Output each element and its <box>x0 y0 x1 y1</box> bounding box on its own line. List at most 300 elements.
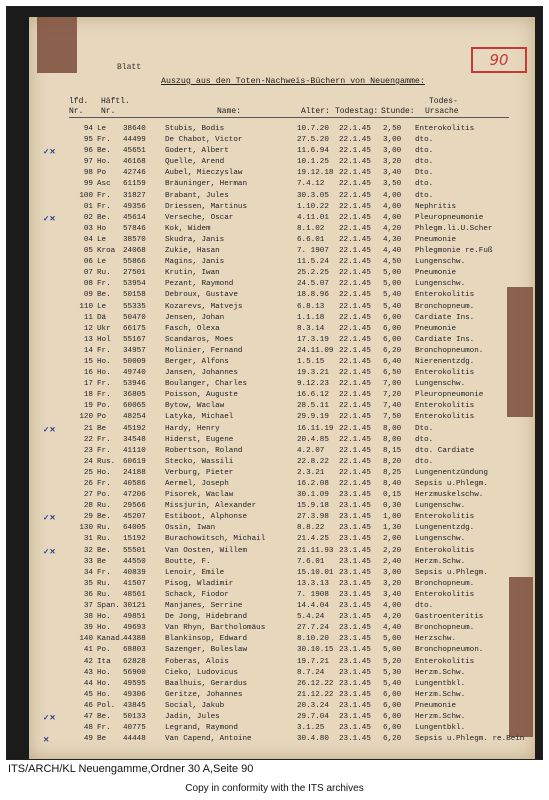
row-death-date: 23.1.45 <box>339 724 371 733</box>
row-number: 46 <box>83 701 93 710</box>
row-birth-date: 30.3.05 <box>297 191 329 200</box>
row-prisoner-number: 41110 <box>123 446 146 455</box>
row-name: Quelle, Arend <box>165 158 225 167</box>
row-hour: 3,00 <box>383 136 402 145</box>
table-row <box>29 669 535 680</box>
row-mark: ✕ <box>43 737 50 746</box>
row-name: Bytow, Waclaw <box>165 402 225 411</box>
row-name: Jansen, Johannes <box>165 369 238 378</box>
row-hour: 5,00 <box>383 646 402 655</box>
row-name: De Chabot, Victor <box>165 136 243 145</box>
table-row <box>29 535 535 546</box>
row-death-date: 23.1.45 <box>339 735 371 744</box>
row-name: Boutte, F. <box>165 557 211 566</box>
table-row <box>29 702 535 713</box>
row-prisoner-number: 40586 <box>123 480 146 488</box>
table-row <box>29 624 535 635</box>
table-row <box>29 380 535 391</box>
row-nationality: Ita <box>97 657 111 666</box>
row-number: 01 <box>83 202 93 211</box>
table-row <box>29 125 535 136</box>
row-cause: Enterokolitis <box>415 590 475 599</box>
row-prisoner-number: 40775 <box>123 724 146 733</box>
row-number: 15 <box>83 357 93 366</box>
row-number: 03 <box>83 224 93 233</box>
conformity-caption: Copy in conformity with the ITS archives <box>185 783 364 794</box>
row-hour: 6,00 <box>383 701 402 710</box>
row-name: Van Capend, Antoine <box>165 735 252 744</box>
row-cause: Enterokolitis <box>415 546 475 555</box>
table-row <box>29 458 535 469</box>
row-name: Geritze, Johannes <box>165 690 243 699</box>
row-prisoner-number: 66175 <box>123 324 146 333</box>
row-nationality: Pol. <box>97 701 116 710</box>
row-birth-date: 8.1.02 <box>297 224 325 233</box>
row-name: Legrand, Raymond <box>165 724 238 733</box>
row-hour: 8,40 <box>383 480 402 488</box>
row-prisoner-number: 43845 <box>123 701 146 710</box>
row-birth-date: 15.10.01 <box>297 568 334 577</box>
row-prisoner-number: 29566 <box>123 502 146 511</box>
row-prisoner-number: 38640 <box>123 125 146 133</box>
row-birth-date: 17.3.19 <box>297 335 329 344</box>
row-number: 32 <box>83 546 93 555</box>
row-prisoner-number: 40839 <box>123 568 146 577</box>
row-hour: 5,40 <box>383 679 402 688</box>
row-nationality: Span. <box>97 602 120 611</box>
table-row <box>29 280 535 291</box>
row-hour: 5,20 <box>383 657 402 666</box>
row-prisoner-number: 60619 <box>123 457 146 466</box>
row-number: 16 <box>83 369 93 378</box>
row-number: 110 <box>79 302 93 311</box>
row-name: Burachowitsch, Michail <box>165 535 266 544</box>
table-row <box>29 136 535 147</box>
row-cause: Lungenschw. <box>415 258 466 267</box>
row-cause: Enterokolitis <box>415 291 475 300</box>
row-death-date: 22.1.45 <box>339 158 371 167</box>
row-death-date: 22.1.45 <box>339 125 371 133</box>
row-prisoner-number: 24188 <box>123 468 146 477</box>
header-stunde: Stunde: <box>381 107 415 116</box>
document-title: Auszug aus den Toten-Nachweis-Büchern von Neuengamme: <box>161 77 425 86</box>
table-row <box>29 513 535 524</box>
row-birth-date: 30.4.80 <box>297 735 329 744</box>
row-nationality: Ho. <box>97 690 111 699</box>
row-prisoner-number: 45207 <box>123 513 146 522</box>
table-row <box>29 303 535 314</box>
row-death-date: 22.1.45 <box>339 435 371 444</box>
row-name: Missjurin, Alexander <box>165 502 257 511</box>
row-nationality: Ukr <box>97 324 111 333</box>
row-prisoner-number: 44499 <box>123 136 146 145</box>
row-death-date: 22.1.45 <box>339 413 371 422</box>
row-hour: 1,30 <box>383 524 402 533</box>
row-death-date: 22.1.45 <box>339 313 371 322</box>
row-hour: 4,20 <box>383 224 402 233</box>
table-row <box>29 436 535 447</box>
row-birth-date: 20.3.24 <box>297 701 329 710</box>
row-death-date: 22.1.45 <box>339 402 371 411</box>
row-birth-date: 2.3.21 <box>297 468 325 477</box>
table-row <box>29 635 535 646</box>
row-prisoner-number: 50470 <box>123 313 146 322</box>
row-number: 34 <box>83 568 93 577</box>
row-hour: 3,40 <box>383 590 402 599</box>
row-number: 09 <box>83 291 93 300</box>
row-name: Skudra, Janis <box>165 235 225 244</box>
row-death-date: 22.1.45 <box>339 357 371 366</box>
row-death-date: 22.1.45 <box>339 136 371 145</box>
row-prisoner-number: 34548 <box>123 435 146 444</box>
table-row <box>29 569 535 580</box>
table-row <box>29 425 535 436</box>
row-hour: 2,50 <box>383 125 402 133</box>
row-cause: Sepsis u.Phlegm. <box>415 568 488 577</box>
row-birth-date: 1.10.22 <box>297 202 329 211</box>
row-hour: 5,40 <box>383 302 402 311</box>
row-prisoner-number: 42746 <box>123 169 146 178</box>
header-nr1: Nr. <box>69 107 84 116</box>
row-birth-date: 19.7.21 <box>297 657 329 666</box>
row-cause: Enterokolitis <box>415 125 475 133</box>
row-nationality: Le <box>97 302 107 311</box>
row-nationality: Fr. <box>97 568 111 577</box>
row-number: 04 <box>83 235 93 244</box>
row-name: Latyka, Michael <box>165 413 234 422</box>
row-name: Robertson, Roland <box>165 446 243 455</box>
row-nationality: Ru. <box>97 502 111 511</box>
row-nationality: Ho. <box>97 668 111 677</box>
row-cause: Lungentbkl. <box>415 724 466 733</box>
row-nationality: Fr. <box>97 380 111 389</box>
row-name: Scandaros, Moes <box>165 335 234 344</box>
row-number: 25 <box>83 468 93 477</box>
row-nationality: Fr. <box>97 391 111 400</box>
row-number: 26 <box>83 480 93 488</box>
table-row <box>29 558 535 569</box>
row-name: Krutin, Iwan <box>165 269 220 278</box>
row-death-date: 22.1.45 <box>339 468 371 477</box>
row-death-date: 22.1.45 <box>339 324 371 333</box>
row-cause: dto. <box>415 158 434 167</box>
row-cause: Lungenschw. <box>415 502 466 511</box>
row-name: Verburg, Pieter <box>165 468 234 477</box>
table-row <box>29 413 535 424</box>
row-number: 17 <box>83 380 93 389</box>
row-hour: 7,00 <box>383 380 402 389</box>
row-nationality: Fr. <box>97 136 111 145</box>
row-death-date: 22.1.45 <box>339 224 371 233</box>
row-nationality: Fr. <box>97 202 111 211</box>
row-death-date: 23.1.45 <box>339 701 371 710</box>
row-number: 44 <box>83 679 93 688</box>
row-cause: Gastroenteritis <box>415 613 484 622</box>
row-birth-date: 20.4.85 <box>297 435 329 444</box>
row-name: Aermel, Joseph <box>165 480 229 488</box>
row-birth-date: 11.6.94 <box>297 147 329 156</box>
row-name: Jensen, Johan <box>165 313 225 322</box>
row-mark: ✓✕ <box>43 714 56 723</box>
row-number: 28 <box>83 502 93 511</box>
row-nationality: Kroa <box>97 247 116 256</box>
row-name: Estiboot, Alphonse <box>165 513 248 522</box>
row-cause: Lungenschw. <box>415 535 466 544</box>
row-hour: 4,50 <box>383 258 402 267</box>
row-number: 22 <box>83 435 93 444</box>
row-prisoner-number: 34957 <box>123 346 146 355</box>
row-prisoner-number: 49306 <box>123 690 146 699</box>
row-nationality: Ho. <box>97 158 111 167</box>
row-number: 39 <box>83 624 93 633</box>
row-name: Stubis, Bodis <box>165 125 225 133</box>
death-record-list <box>29 125 535 746</box>
row-prisoner-number: 55335 <box>123 302 146 311</box>
row-name: Schack, Fiodor <box>165 590 229 599</box>
row-birth-date: 26.12.22 <box>297 679 334 688</box>
row-hour: 8,00 <box>383 424 402 433</box>
row-hour: 6,40 <box>383 357 402 366</box>
row-number: 24 <box>83 457 93 466</box>
row-death-date: 22.1.45 <box>339 258 371 267</box>
row-nationality: Ho. <box>97 369 111 378</box>
row-hour: 3,00 <box>383 147 402 156</box>
tape-strip <box>37 17 77 73</box>
row-name: Manjanes, Serrine <box>165 602 243 611</box>
row-cause: Enterokolitis <box>415 513 475 522</box>
row-cause: Bronchopneum. <box>415 579 475 588</box>
header-lfd: lfd. <box>69 97 89 106</box>
row-cause: Herzm.Schw. <box>415 690 466 699</box>
row-prisoner-number: 53946 <box>123 380 146 389</box>
row-hour: 1,00 <box>383 513 402 522</box>
row-number: 43 <box>83 668 93 677</box>
row-cause: Pleuropneumonie <box>415 213 484 222</box>
row-prisoner-number: 56900 <box>123 668 146 677</box>
row-name: Van Oosten, Willem <box>165 546 248 555</box>
row-cause: Cardiate Ins. <box>415 335 475 344</box>
row-nationality: Le <box>97 235 107 244</box>
row-prisoner-number: 36805 <box>123 391 146 400</box>
row-number: 130 <box>79 524 93 533</box>
row-cause: Pleuropneumonie <box>415 391 484 400</box>
row-nationality: Ho. <box>97 624 111 633</box>
row-birth-date: 27.7.24 <box>297 624 329 633</box>
row-cause: Lungenschw. <box>415 380 466 389</box>
row-cause: Pneumonie <box>415 235 457 244</box>
row-number: 99 <box>83 180 93 189</box>
table-row <box>29 658 535 669</box>
row-hour: 8,00 <box>383 435 402 444</box>
row-birth-date: 27.5.20 <box>297 136 329 145</box>
row-name: Aubel, Mieczyslaw <box>165 169 243 178</box>
row-hour: 2,40 <box>383 557 402 566</box>
row-birth-date: 8.3.14 <box>297 324 325 333</box>
row-cause: Enterokolitis <box>415 413 475 422</box>
row-cause: Phlegm.li.U.Scher <box>415 224 493 233</box>
row-name: Lenoir, Emile <box>165 568 225 577</box>
row-nationality: Fr. <box>97 435 111 444</box>
table-row <box>29 169 535 180</box>
row-birth-date: 7.6.01 <box>297 557 325 566</box>
table-row <box>29 369 535 380</box>
row-cause: Herzm.Schw. <box>415 557 466 566</box>
row-prisoner-number: 68803 <box>123 646 146 655</box>
archive-caption: ITS/ARCH/KL Neuengamme,Ordner 30 A,Seite 90 <box>8 763 254 775</box>
header-rule <box>69 117 509 118</box>
row-cause: Cardiate Ins. <box>415 313 475 322</box>
row-nationality: Ho. <box>97 613 111 622</box>
row-cause: Nephritis <box>415 202 457 211</box>
row-nationality: Ho. <box>97 468 111 477</box>
row-prisoner-number: 50009 <box>123 357 146 366</box>
row-nationality: Be. <box>97 291 111 300</box>
row-cause: dto. <box>415 191 434 200</box>
row-name: Fasch, Olexa <box>165 324 220 333</box>
table-row <box>29 591 535 602</box>
row-cause: Herzm.Schw. <box>415 668 466 677</box>
table-row <box>29 336 535 347</box>
row-number: 02 <box>83 213 93 222</box>
row-nationality: Rus. <box>97 457 116 466</box>
row-cause: Enterokolitis <box>415 657 475 666</box>
table-row <box>29 347 535 358</box>
table-row <box>29 314 535 325</box>
row-number: 100 <box>79 191 93 200</box>
row-prisoner-number: 31827 <box>123 191 146 200</box>
row-nationality: Le <box>97 258 107 267</box>
header-alter: Alter: <box>301 107 330 116</box>
row-name: Boulanger, Charles <box>165 380 248 389</box>
row-death-date: 22.1.45 <box>339 391 371 400</box>
table-row <box>29 358 535 369</box>
row-nationality: Be <box>97 557 107 566</box>
row-hour: 6,00 <box>383 724 402 733</box>
row-number: 23 <box>83 446 93 455</box>
row-nationality: Ho <box>97 224 107 233</box>
row-birth-date: 6.8.13 <box>297 302 325 311</box>
row-number: 11 <box>83 313 93 322</box>
row-nationality: Fr. <box>97 280 111 289</box>
row-name: Kozarevs, Matvejs <box>165 302 243 311</box>
row-hour: 4,30 <box>383 235 402 244</box>
table-row <box>29 547 535 558</box>
row-death-date: 22.1.45 <box>339 169 371 178</box>
row-number: 06 <box>83 258 93 267</box>
row-number: 120 <box>79 413 93 422</box>
table-row <box>29 580 535 591</box>
row-prisoner-number: 49595 <box>123 679 146 688</box>
row-cause: Bronchopneumon. <box>415 346 484 355</box>
table-row <box>29 691 535 702</box>
row-prisoner-number: 41507 <box>123 579 146 588</box>
row-mark: ✓✕ <box>43 548 56 557</box>
row-prisoner-number: 49740 <box>123 369 146 378</box>
row-number: 31 <box>83 535 93 544</box>
row-birth-date: 21.4.25 <box>297 535 329 544</box>
row-hour: 6,00 <box>383 690 402 699</box>
row-hour: 5,30 <box>383 668 402 677</box>
row-death-date: 23.1.45 <box>339 491 371 500</box>
row-hour: 3,20 <box>383 158 402 167</box>
row-birth-date: 14.4.04 <box>297 602 329 611</box>
row-name: Verseche, Oscar <box>165 213 234 222</box>
row-hour: 7,40 <box>383 402 402 411</box>
row-hour: 4,00 <box>383 191 402 200</box>
row-hour: 6,00 <box>383 313 402 322</box>
row-nationality: Dä <box>97 313 107 322</box>
row-birth-date: 19.12.18 <box>297 169 334 178</box>
row-hour: 4,40 <box>383 624 402 633</box>
table-row <box>29 225 535 236</box>
row-cause: Dto. <box>415 424 434 433</box>
table-row <box>29 247 535 258</box>
row-prisoner-number: 53954 <box>123 280 146 289</box>
table-row <box>29 602 535 613</box>
row-hour: 6,20 <box>383 346 402 355</box>
row-nationality: Le <box>97 125 107 133</box>
row-nationality: Ru. <box>97 590 111 599</box>
row-name: Stecko, Wassili <box>165 457 234 466</box>
row-birth-date: 16.2.08 <box>297 480 329 488</box>
row-cause: Bronchopneumon. <box>415 646 484 655</box>
header-ursache-1: Todes- <box>429 97 458 106</box>
row-number: 13 <box>83 335 93 344</box>
row-prisoner-number: 44388 <box>123 635 146 644</box>
row-hour: 0,30 <box>383 502 402 511</box>
row-number: 21 <box>83 424 93 433</box>
row-number: 36 <box>83 590 93 599</box>
row-nationality: Be <box>97 735 107 744</box>
row-name: Bräuninger, Herman <box>165 180 248 189</box>
row-hour: 4,40 <box>383 247 402 256</box>
row-cause: dto. <box>415 147 434 156</box>
table-row <box>29 480 535 491</box>
row-hour: 4,00 <box>383 213 402 222</box>
row-nationality: Ru. <box>97 579 111 588</box>
row-prisoner-number: 44448 <box>123 735 146 744</box>
row-number: 07 <box>83 269 93 278</box>
row-mark: ✓✕ <box>43 515 56 524</box>
row-nationality: Be <box>97 424 107 433</box>
header-name: Name: <box>217 107 242 116</box>
row-number: 47 <box>83 712 93 721</box>
row-mark: ✓✕ <box>43 149 56 158</box>
row-death-date: 23.1.45 <box>339 646 371 655</box>
row-prisoner-number: 46168 <box>123 158 146 167</box>
row-name: Pisog, Wladimir <box>165 579 234 588</box>
table-row <box>29 269 535 280</box>
row-birth-date: 30.1.09 <box>297 491 329 500</box>
row-prisoner-number: 62828 <box>123 657 146 666</box>
row-number: 35 <box>83 579 93 588</box>
row-name: Kok, Widem <box>165 224 211 233</box>
table-row <box>29 713 535 724</box>
row-name: Baalhuis, Gerardus <box>165 679 248 688</box>
row-death-date: 23.1.45 <box>339 502 371 511</box>
row-prisoner-number: 50158 <box>123 291 146 300</box>
row-prisoner-number: 49356 <box>123 202 146 211</box>
row-nationality: Po <box>97 413 107 422</box>
row-prisoner-number: 44550 <box>123 557 146 566</box>
table-row <box>29 291 535 302</box>
row-number: 140 <box>79 635 93 644</box>
row-birth-date: 4.11.01 <box>297 213 329 222</box>
row-number: 27 <box>83 491 93 500</box>
row-nationality: Hol <box>97 335 111 344</box>
sheet-label: Blatt <box>117 63 142 72</box>
scan-frame <box>6 6 543 760</box>
